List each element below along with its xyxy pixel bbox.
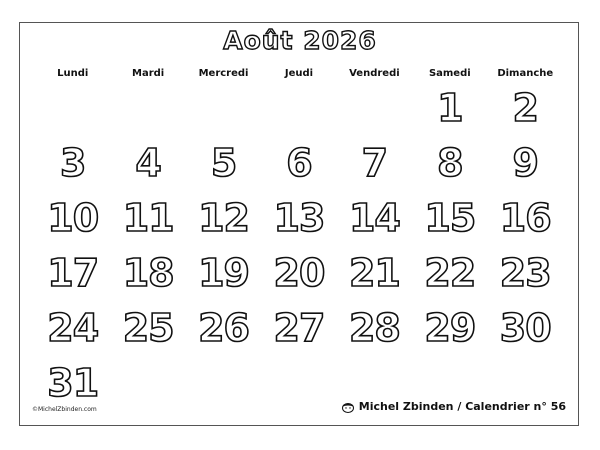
day-cell: 25	[122, 305, 174, 350]
day-cell: 26	[198, 305, 249, 350]
day-cell: 4	[135, 140, 161, 185]
day-cell: 23	[499, 250, 551, 295]
calendar-title: Août 2026	[223, 26, 377, 55]
day-cell: 16	[499, 195, 551, 240]
author-credit	[341, 400, 566, 413]
day-cell: 12	[198, 195, 249, 240]
day-cell: 17	[47, 250, 99, 295]
day-cell: 7	[361, 140, 388, 185]
empty-cell	[261, 355, 336, 410]
empty-cell	[35, 80, 110, 135]
day-cell: 10	[47, 195, 99, 240]
day-cell: 30	[499, 305, 551, 350]
weekday-label: Lundi	[57, 68, 89, 79]
day-cell: 3	[59, 140, 86, 185]
website-credit: ©MichelZbinden.com	[32, 406, 97, 413]
day-grid	[35, 80, 563, 410]
day-cell: 14	[348, 195, 400, 240]
day-cell: 29	[424, 305, 476, 350]
day-cell: 9	[512, 140, 538, 185]
day-cell: 22	[424, 250, 476, 295]
weekday-label: Dimanche	[497, 68, 554, 79]
weekday-label: Mercredi	[198, 68, 249, 79]
weekday-label: Samedi	[428, 68, 471, 79]
day-cell: 28	[348, 305, 400, 350]
empty-cell	[186, 355, 261, 410]
day-cell: 8	[437, 140, 463, 185]
day-cell: 1	[437, 85, 463, 130]
day-cell: 13	[273, 195, 325, 240]
empty-cell	[337, 80, 412, 135]
weekday-label: Vendredi	[349, 68, 400, 79]
day-cell: 6	[286, 140, 312, 185]
day-cell: 21	[348, 250, 400, 295]
day-cell: 31	[47, 360, 99, 405]
day-cell: 27	[273, 305, 325, 350]
day-cell: 15	[424, 195, 476, 240]
day-cell: 18	[122, 250, 174, 295]
weekday-header	[35, 68, 563, 79]
day-cell: 2	[512, 85, 538, 130]
day-cell: 20	[273, 250, 325, 295]
empty-cell	[110, 80, 185, 135]
day-cell: 24	[47, 305, 99, 350]
weekday-label: Jeudi	[284, 68, 314, 79]
empty-cell	[261, 80, 336, 135]
face-icon	[341, 401, 355, 413]
day-cell: 5	[210, 140, 237, 185]
empty-cell	[110, 355, 185, 410]
empty-cell	[186, 80, 261, 135]
day-cell: 11	[122, 195, 174, 240]
credit-text: Michel Zbinden / Calendrier n° 56	[358, 400, 566, 413]
weekday-label: Mardi	[132, 68, 165, 79]
day-cell: 19	[198, 250, 249, 295]
